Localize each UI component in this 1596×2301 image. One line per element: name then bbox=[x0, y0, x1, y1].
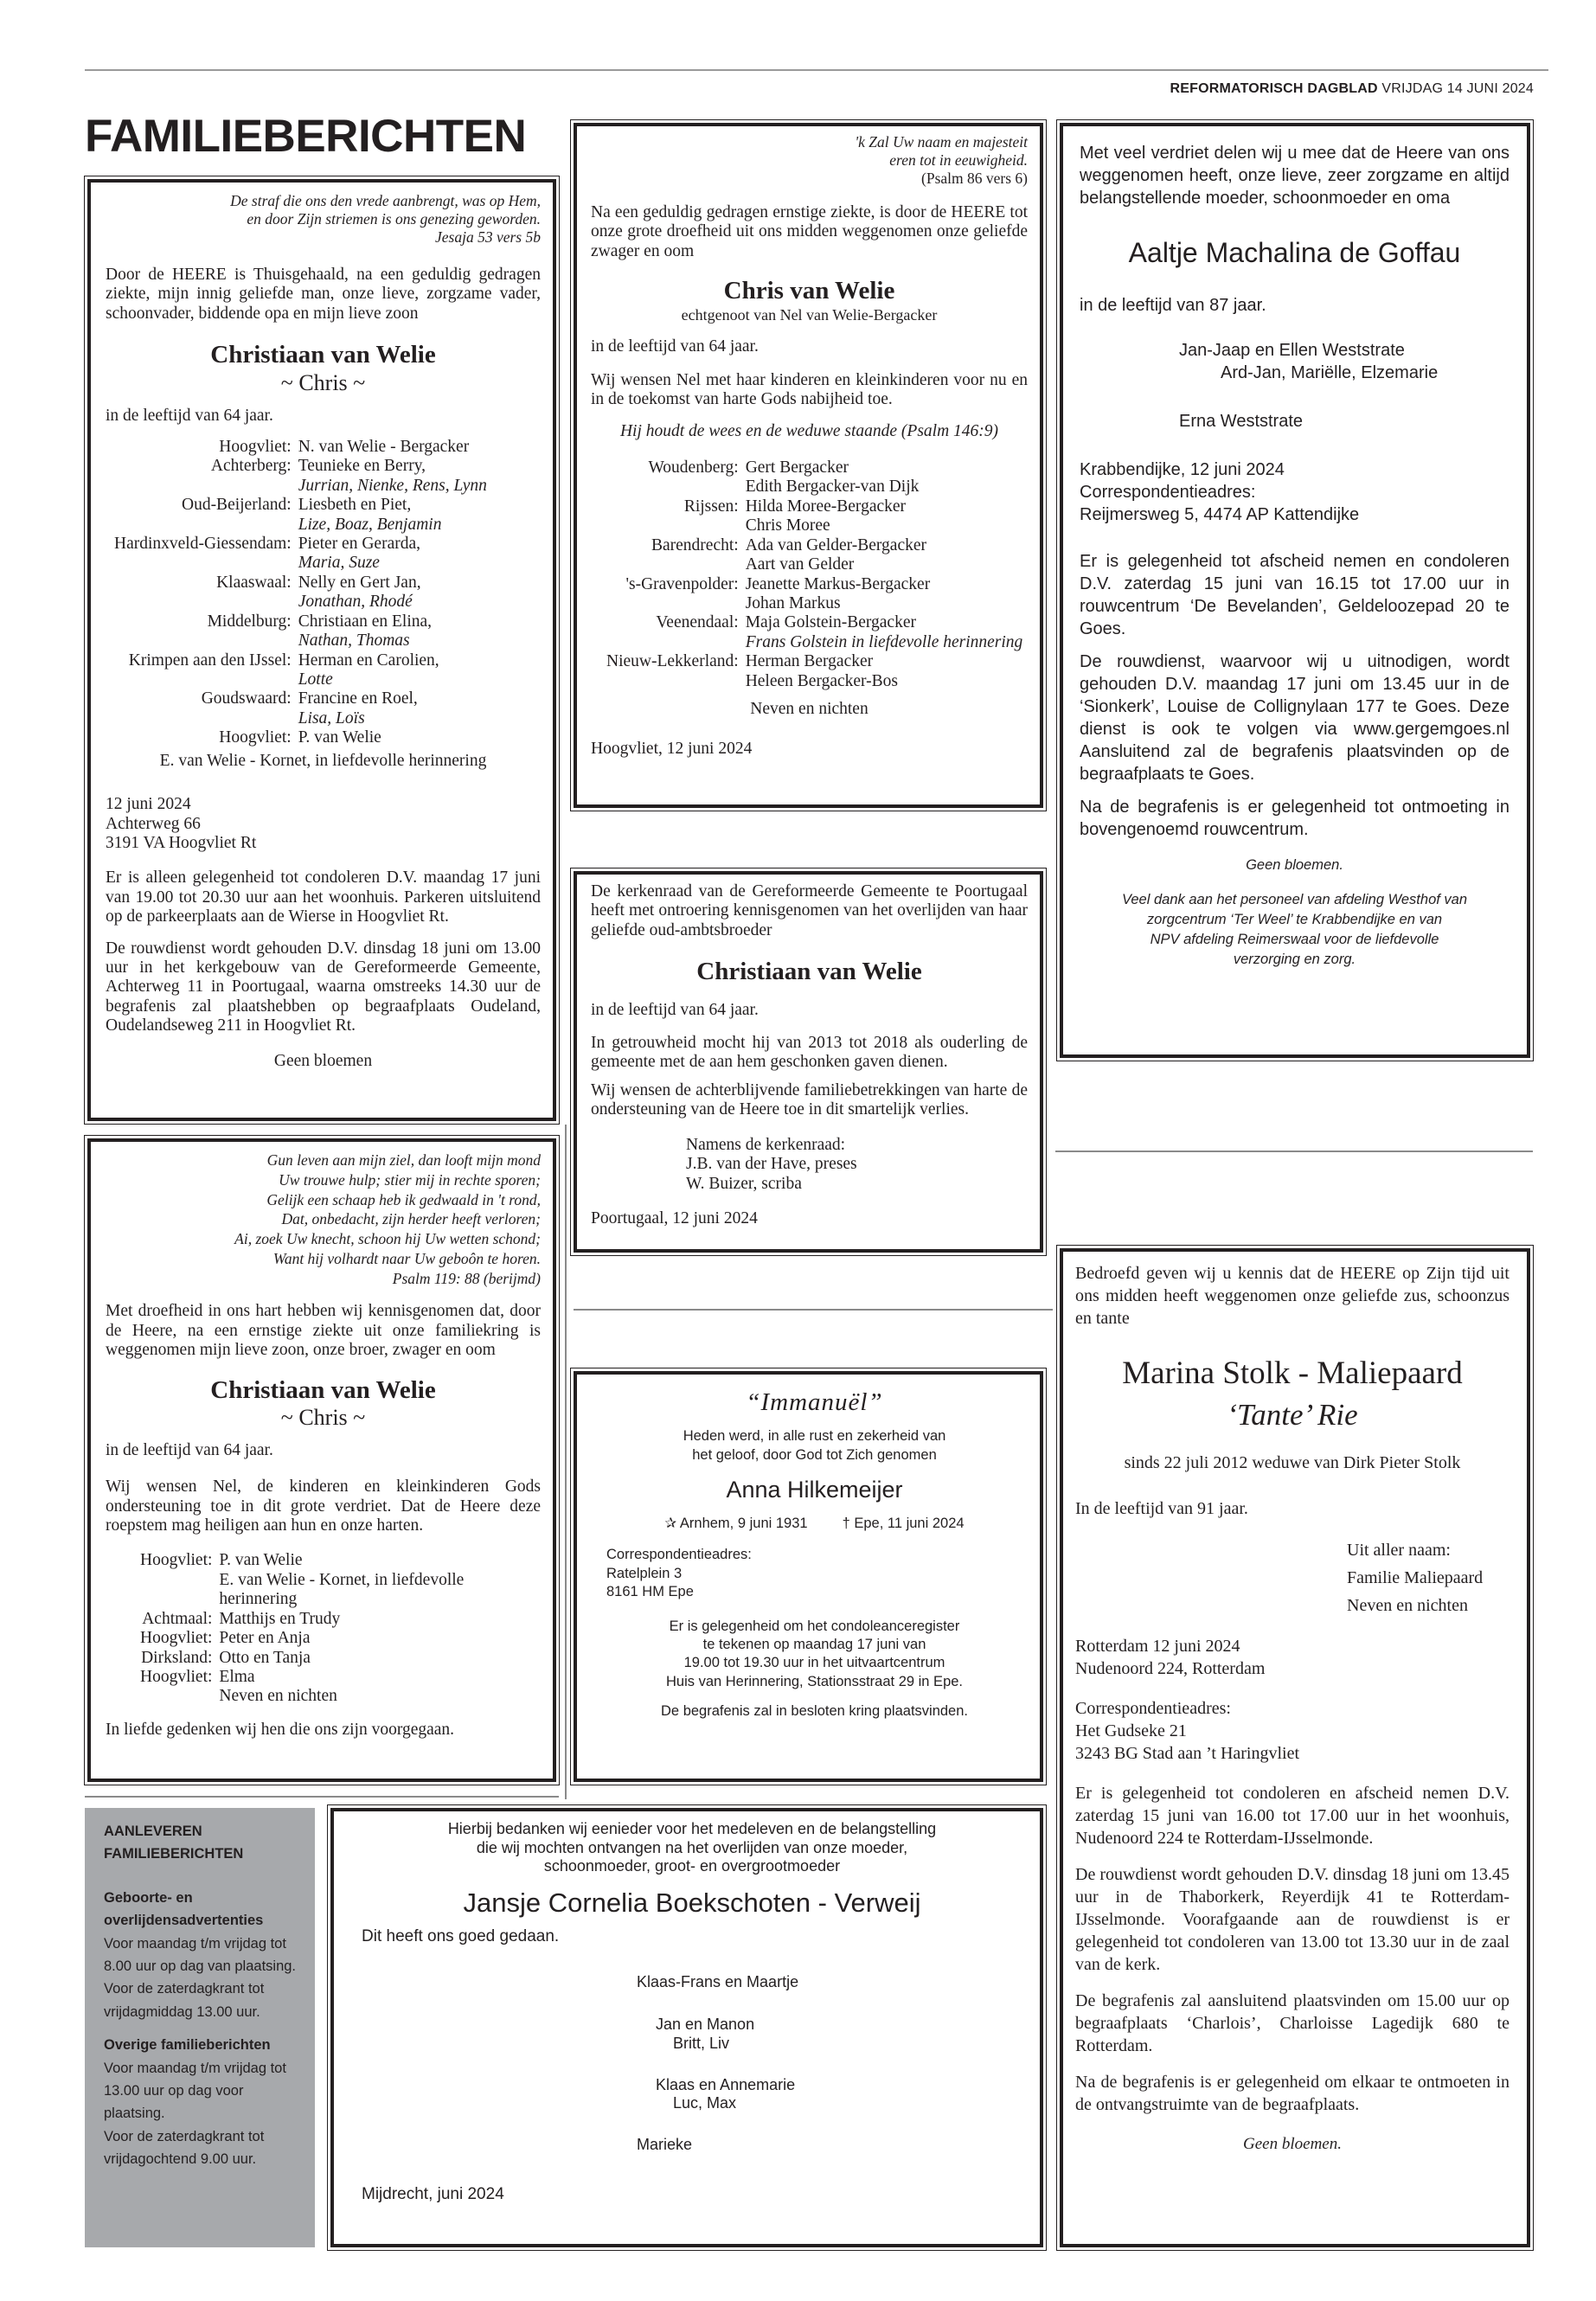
panel-title: AANLEVEREN bbox=[104, 1823, 202, 1839]
deceased-name: Christiaan van Welie bbox=[210, 1375, 436, 1404]
deadline-saturday: Voor de zaterdagkrant tot vrijdagmiddag 13.00 uur. bbox=[104, 1981, 265, 2020]
family-place bbox=[114, 670, 292, 689]
deadline-weekday: Voor maandag t/m vrijdag tot 8.00 uur op dag van plaatsing. bbox=[104, 1935, 297, 1974]
family-names: Lotte bbox=[298, 670, 333, 689]
family-place bbox=[606, 594, 739, 613]
submission-info-panel bbox=[85, 1808, 315, 2247]
family-names: Maria, Suze bbox=[298, 554, 380, 573]
memory: E. van Welie - Kornet, in liefdevolle herinnering bbox=[159, 751, 487, 770]
flowers: Geen bloemen. bbox=[1246, 856, 1343, 873]
family-place bbox=[606, 633, 739, 652]
deceased-name: Chris van Welie bbox=[723, 277, 895, 305]
deceased-name: Jansje Cornelia Boekschoten - Verweij bbox=[463, 1887, 921, 1918]
family-place bbox=[114, 516, 292, 535]
paragraph-3: Na de begrafenis is er gelegenheid tot ontmoeting in bovengenoemd rouwcentrum. bbox=[1080, 797, 1509, 839]
family-names: Nelly en Gert Jan, bbox=[298, 573, 421, 592]
family-place: Hoogvliet: bbox=[219, 728, 292, 747]
family-place: Goudswaard: bbox=[201, 689, 292, 708]
deadline-weekday-other: Voor maandag t/m vrijdag tot 13.00 uur op dag voor plaatsing. bbox=[104, 2060, 286, 2122]
family-names: Teunieke en Berry, bbox=[298, 457, 426, 476]
family-names: Herman en Carolien, bbox=[298, 651, 439, 670]
family-place: Hoogvliet: bbox=[140, 1551, 213, 1570]
address: Rotterdam 12 juni 2024 Nudenoord 224, Rotterdam bbox=[1075, 1636, 1266, 1678]
birth: ✰ Arnhem, 9 juni 1931 bbox=[664, 1516, 808, 1532]
address: Krabbendijke, 12 juni 2024 Correspondentieadres: Reijmersweg 5, 4474 AP Kattendijke bbox=[1080, 459, 1360, 524]
family-names: Francine en Roel, bbox=[298, 689, 418, 708]
funeral: De begrafenis zal in besloten kring plaatsvinden. bbox=[661, 1703, 968, 1720]
family-place bbox=[606, 516, 739, 535]
family-place bbox=[114, 593, 292, 612]
nickname: ~ Chris ~ bbox=[280, 369, 366, 395]
paragraph-1: Er is gelegenheid tot condoleren en afscheid nemen D.V. zaterdag 15 juni van 16.00 tot 17.00 uur in het woonhuis, Nudenoord 224 te Rotterdam-IJsselmonde. bbox=[1075, 1783, 1509, 1848]
deceased-name: Christiaan van Welie bbox=[696, 958, 922, 986]
family-list bbox=[606, 458, 1028, 691]
intro: Hierbij bedanken wij eenieder voor het medeleven en de belangstelling die wij mochten ontvangen na het overlijden van onze moeder, schoonmoeder, groot- en overgrootmoeder bbox=[447, 1820, 937, 1875]
family-place: Nieuw-Lekkerland: bbox=[606, 652, 739, 671]
age: in de leeftijd van 64 jaar. bbox=[106, 406, 273, 425]
ad-jansje-boekschoten bbox=[330, 1808, 1043, 2247]
family-place: Hardinxveld-Giessendam: bbox=[114, 535, 292, 554]
age: in de leeftijd van 64 jaar. bbox=[591, 1000, 759, 1019]
family-names: Johan Markus bbox=[745, 593, 841, 612]
family-place bbox=[606, 478, 739, 497]
heading-other: Overige familieberichten bbox=[104, 2037, 271, 2054]
address: Correspondentieadres: Ratelplein 3 8161 HM Epe bbox=[606, 1547, 752, 1600]
dates bbox=[606, 1516, 1022, 1532]
condolence: Er is alleen gelegenheid tot condoleren D.V. maandag 17 juni van 19.00 tot 20.30 uur aan het woonhuis. Parkeren uitsluitend op de parkeerplaats aan de Wierse in Hoogvliet Rt. bbox=[106, 868, 541, 926]
family-names: Heleen Bergacker-Bos bbox=[745, 671, 898, 690]
family-list bbox=[140, 1551, 541, 1706]
intro: Heden werd, in alle rust en zekerheid van het geloof, door God tot Zich genomen bbox=[683, 1428, 946, 1463]
family-names: Edith Bergacker-van Dijk bbox=[745, 478, 920, 497]
verse: 'k Zal Uw naam en majesteit eren tot in eeuwigheid. (Psalm 86 vers 6) bbox=[855, 133, 1028, 187]
signatories: Uit aller naam: Familie Maliepaard Neven en nichten bbox=[1347, 1540, 1484, 1615]
paragraph-1: In getrouwheid mocht hij van 2013 tot 2018 als ouderling de gemeente met de aan hem geschonken gaven dienen. bbox=[591, 1034, 1028, 1072]
ad-anna-hilkemeijer bbox=[574, 1371, 1043, 1782]
wish: Wij wensen Nel met haar kinderen en kleinkinderen voor nu en in de toekomst van harte Gods nabijheid toe. bbox=[591, 370, 1028, 409]
family-names: Jeanette Markus-Bergacker bbox=[745, 574, 931, 593]
family-names: Aart van Gelder bbox=[745, 555, 855, 574]
family-place: Achtmaal: bbox=[142, 1609, 213, 1628]
death: † Epe, 11 juni 2024 bbox=[842, 1516, 965, 1532]
ad-chris-inlaws bbox=[574, 123, 1043, 808]
family-place: Rijssen: bbox=[683, 497, 739, 516]
paragraph-3: De begrafenis zal aansluitend plaatsvinden om 15.00 uur op begraafplaats ‘Charlois’, Charloisse Lagedijk 680 te Rotterdam. bbox=[1075, 1990, 1509, 2055]
family-place bbox=[140, 1571, 212, 1610]
relatives: Neven en nichten bbox=[750, 700, 869, 719]
family-place bbox=[140, 1687, 212, 1706]
footer: Poortugaal, 12 juni 2024 bbox=[591, 1208, 758, 1227]
family-place: Achterberg: bbox=[210, 457, 292, 476]
family-names: E. van Welie - Kornet, in liefdevolle herinnering bbox=[219, 1570, 465, 1609]
family-names: Chris Moree bbox=[745, 516, 830, 535]
family-place bbox=[606, 555, 739, 574]
family-place bbox=[114, 477, 292, 496]
ad-marina-stolk bbox=[1060, 1248, 1530, 2247]
family-names: Lisa, Loïs bbox=[298, 708, 365, 727]
family-place: Hoogvliet: bbox=[140, 1629, 213, 1648]
intro: Door de HEERE is Thuisgehaald, na een geduldig gedragen ziekte, mijn innig geliefde man, onze lieve, zorgzame vader, schoonvader, biddende opa en mijn lieve zoon bbox=[106, 266, 541, 323]
paragraph-2: Wij wensen de achterblijvende familiebetrekkingen van harte de ondersteuning van de Heere toe in dit smartelijk verlies. bbox=[591, 1080, 1028, 1119]
ad-aaltje-de-goffau bbox=[1060, 123, 1530, 1058]
family-place: Veenendaal: bbox=[656, 613, 739, 632]
age: in de leeftijd van 87 jaar. bbox=[1080, 295, 1266, 315]
column-rule bbox=[565, 1125, 567, 1799]
separator bbox=[85, 1796, 559, 1798]
closing: In liefde gedenken wij hen die ons zijn voorgegaan. bbox=[106, 1720, 455, 1739]
deceased-name: Anna Hilkemeijer bbox=[726, 1477, 903, 1503]
family-place: Dirksland: bbox=[141, 1648, 213, 1667]
separator bbox=[574, 1309, 1053, 1311]
family: Klaas-Frans en Maartje Jan en Manon Britt, Liv Klaas en Annemarie Luc, Max Marieke bbox=[637, 1972, 799, 2153]
paragraph-4: Na de begrafenis is er gelegenheid om elkaar te ontmoeten in de ontvangstruimte van de begraafplaats. bbox=[1075, 2072, 1509, 2114]
deceased-name: Christiaan van Welie bbox=[210, 341, 436, 369]
family-place: Krimpen aan den IJssel: bbox=[128, 651, 292, 670]
intro: De kerkenraad van de Gereformeerde Gemeente te Poortugaal heeft met ontroering kennisgenomen van het overlijden van haar geliefde oud-ambtsbroeder bbox=[591, 882, 1028, 939]
family-place bbox=[114, 709, 292, 728]
family-names: Ada van Gelder-Bergacker bbox=[745, 535, 926, 554]
intro: Bedroefd geven wij u kennis dat de HEERE op Zijn tijd uit ons midden heeft weggenomen onze geliefde zus, schoonzus en tante bbox=[1075, 1264, 1509, 1328]
family-place: Klaaswaal: bbox=[216, 573, 292, 592]
family-list bbox=[114, 438, 541, 748]
footer: Hoogvliet, 12 juni 2024 bbox=[591, 740, 753, 759]
verse: Gun leven aan mijn ziel, dan looft mijn mond Uw trouwe hulp; stier mij in rechte sporen; Gelijk een schaap heb ik gedwaald in 't rond, Dat, onbedacht, zijn herder heeft verloren; Ai, zoek Uw knecht, schoon hij Uw wetten schond; Want hij volhardt naar Uw geboôn te horen. Psalm 119: 88 (berijmd) bbox=[234, 1151, 541, 1287]
ad-kerkenraad bbox=[574, 871, 1043, 1253]
deceased-name: Aaltje Machalina de Goffau bbox=[1128, 237, 1461, 268]
family-place: Oud-Beijerland: bbox=[181, 496, 292, 515]
family-place: Middelburg: bbox=[207, 612, 292, 631]
family-names: Gert Bergacker bbox=[745, 458, 849, 477]
family-place: 's-Gravenpolder: bbox=[625, 574, 739, 593]
family-names: P. van Welie bbox=[219, 1551, 303, 1570]
service: De rouwdienst wordt gehouden D.V. dinsdag 18 juni om 13.00 uur in het kerkgebouw van de Gereformeerde Gemeente, Achterweg 11 in Poortugaal, waarna omstreeks 14.30 uur de begrafenis zal plaatshebben op begraafplaats Oudeland, Oudelandseweg 211 in Hoogvliet Rt. bbox=[106, 939, 541, 1035]
family-place bbox=[606, 672, 739, 691]
paragraph-1: Er is gelegenheid tot afscheid nemen en condoleren D.V. zaterdag 15 juni van 16.15 tot 17.00 uur in rouwcentrum ‘De Bevelanden’, Geldeloozepad 20 te Goes. bbox=[1080, 551, 1509, 638]
signatories: Namens de kerkenraad: J.B. van der Have, preses W. Buizer, scriba bbox=[686, 1135, 857, 1193]
family: Jan-Jaap en Ellen Weststrate Ard-Jan, Mariëlle, Elzemarie Erna Weststrate bbox=[1179, 340, 1439, 431]
family-names: P. van Welie bbox=[298, 728, 381, 747]
family-place bbox=[114, 631, 292, 651]
family-names: Neven en nichten bbox=[219, 1687, 337, 1706]
family-names: Elma bbox=[219, 1667, 255, 1686]
deadline-saturday-other: Voor de zaterdagkrant tot vrijdagochtend 9.00 uur. bbox=[104, 2128, 265, 2168]
correspondence: Correspondentieadres: Het Gudseke 21 3243 BG Stad aan ’t Haringvliet bbox=[1075, 1698, 1300, 1763]
family-place: Barendrecht: bbox=[651, 535, 739, 554]
family-names: Pieter en Gerarda, bbox=[298, 535, 421, 554]
ad-christiaan-family bbox=[87, 179, 556, 1121]
address: 12 juni 2024 Achterweg 66 3191 VA Hoogvliet Rt bbox=[106, 795, 257, 852]
footer: Mijdrecht, juni 2024 bbox=[362, 2185, 504, 2204]
intro: Na een geduldig gedragen ernstige ziekte, is door de HEERE tot onze grote droefheid uit ons midden weggenomen onze geliefde zwager en oom bbox=[591, 203, 1028, 260]
motto: “Immanuël” bbox=[746, 1388, 883, 1416]
paragraph-2: De rouwdienst, waarvoor wij u uitnodigen, wordt gehouden D.V. maandag 17 juni om 13.45 uur in de ‘Sionkerk’, Louise de Collignylaan 177 te Goes. Deze dienst is ook te volgen via www.gergemgoes.nl Aansluitend zal de begrafenis plaatsvinden op de begraafplaats te Goes. bbox=[1080, 651, 1509, 784]
spouse: echtgenoot van Nel van Welie-Bergacker bbox=[681, 305, 938, 324]
family-names: Lize, Boaz, Benjamin bbox=[298, 515, 442, 534]
nickname: ‘Tante’ Rie bbox=[1227, 1397, 1358, 1432]
family-names: Hilda Moree-Bergacker bbox=[745, 497, 907, 516]
masthead bbox=[1170, 81, 1534, 97]
age: in de leeftijd van 64 jaar. bbox=[106, 1440, 273, 1459]
page-title: FAMILIEBERICHTEN bbox=[85, 111, 527, 162]
widow: sinds 22 juli 2012 weduwe van Dirk Pieter Stolk bbox=[1124, 1452, 1461, 1472]
panel-subtitle: FAMILIEBERICHTEN bbox=[104, 1846, 244, 1862]
ad-christiaan-siblings bbox=[87, 1138, 556, 1782]
family-names: Christiaan en Elina, bbox=[298, 612, 433, 631]
thanks: Veel dank aan het personeel van afdeling Westhof van zorgcentrum ‘Ter Weel’ te Krabbendijke en van NPV afdeling Reimerswaal voor de liefdevolle verzorging en zorg. bbox=[1121, 892, 1468, 968]
flowers: Geen bloemen. bbox=[1243, 2134, 1342, 2153]
family-place bbox=[114, 554, 292, 573]
family-names: Otto en Tanja bbox=[219, 1648, 311, 1667]
flowers: Geen bloemen bbox=[273, 1051, 373, 1070]
family-place: Hoogvliet: bbox=[219, 437, 292, 456]
issue-date: VRIJDAG 14 JUNI 2024 bbox=[1381, 81, 1534, 96]
intro: Met droefheid in ons hart hebben wij kennisgenomen dat, door de Heere, na een ernstige ziekte uit onze familiekring is weggenomen mijn lieve zoon, onze broer, zwager en oom bbox=[106, 1302, 541, 1360]
family-place: Hoogvliet: bbox=[140, 1667, 213, 1686]
family-names: Jurrian, Nienke, Rens, Lynn bbox=[298, 476, 487, 495]
family-names: Jonathan, Rhodé bbox=[298, 593, 413, 612]
family-names: Peter en Anja bbox=[219, 1629, 311, 1648]
family-names: Maja Golstein-Bergacker bbox=[745, 613, 916, 632]
deceased-name: Marina Stolk - Maliepaard bbox=[1122, 1356, 1463, 1391]
verse: De straf die ons den vrede aanbrengt, was op Hem, en door Zijn striemen is ons genezing geworden. Jesaja 53 vers 5b bbox=[230, 192, 541, 246]
separator bbox=[1055, 1150, 1533, 1152]
paper-name: REFORMATORISCH DAGBLAD bbox=[1170, 81, 1378, 96]
nickname: ~ Chris ~ bbox=[280, 1404, 366, 1430]
heading-birth-death: Geboorte- en overlijdensadvertenties bbox=[104, 1889, 264, 1929]
quote: Hij houdt de wees en de weduwe staande (Psalm 146:9) bbox=[619, 421, 999, 440]
family-names: Herman Bergacker bbox=[745, 652, 874, 671]
age: in de leeftijd van 64 jaar. bbox=[591, 337, 759, 356]
register: Er is gelegenheid om het condoleanceregister te tekenen op maandag 17 juni van 19.00 tot 19.30 uur in het uitvaartcentrum Huis van Herinnering, Stationsstraat 29 in Epe. bbox=[665, 1618, 964, 1689]
family-names: Liesbeth en Piet, bbox=[298, 496, 412, 515]
family-names: Matthijs en Trudy bbox=[219, 1609, 341, 1628]
thanks-line: Dit heeft ons goed gedaan. bbox=[362, 1926, 560, 1945]
family-names: Nathan, Thomas bbox=[298, 631, 410, 651]
wish: Wij wensen Nel, de kinderen en kleinkinderen Gods ondersteuning toe in dit grote verdriet. Dat de Heere deze roepstem mag heiligen aan hun en onze harten. bbox=[106, 1477, 541, 1535]
age: In de leeftijd van 91 jaar. bbox=[1075, 1498, 1248, 1518]
family-place: Woudenberg: bbox=[648, 458, 739, 477]
family-names: N. van Welie - Bergacker bbox=[298, 437, 470, 456]
family-names: Frans Golstein in liefdevolle herinnering bbox=[745, 632, 1023, 651]
intro: Met veel verdriet delen wij u mee dat de Heere van ons weggenomen heeft, onze lieve, zeer zorgzame en altijd belangstellende moeder, schoonmoeder en oma bbox=[1080, 144, 1509, 208]
header-rule bbox=[85, 69, 1548, 71]
paragraph-2: De rouwdienst wordt gehouden D.V. dinsdag 18 juni om 13.45 uur in de Thaborkerk, Reyerdijk 41 te Rotterdam-IJsselmonde. Voorafgaande aan de rouwdienst is er gelegenheid tot condoleren van 13.00 tot 13.30 uur in de zaal van de kerk. bbox=[1075, 1864, 1509, 1974]
